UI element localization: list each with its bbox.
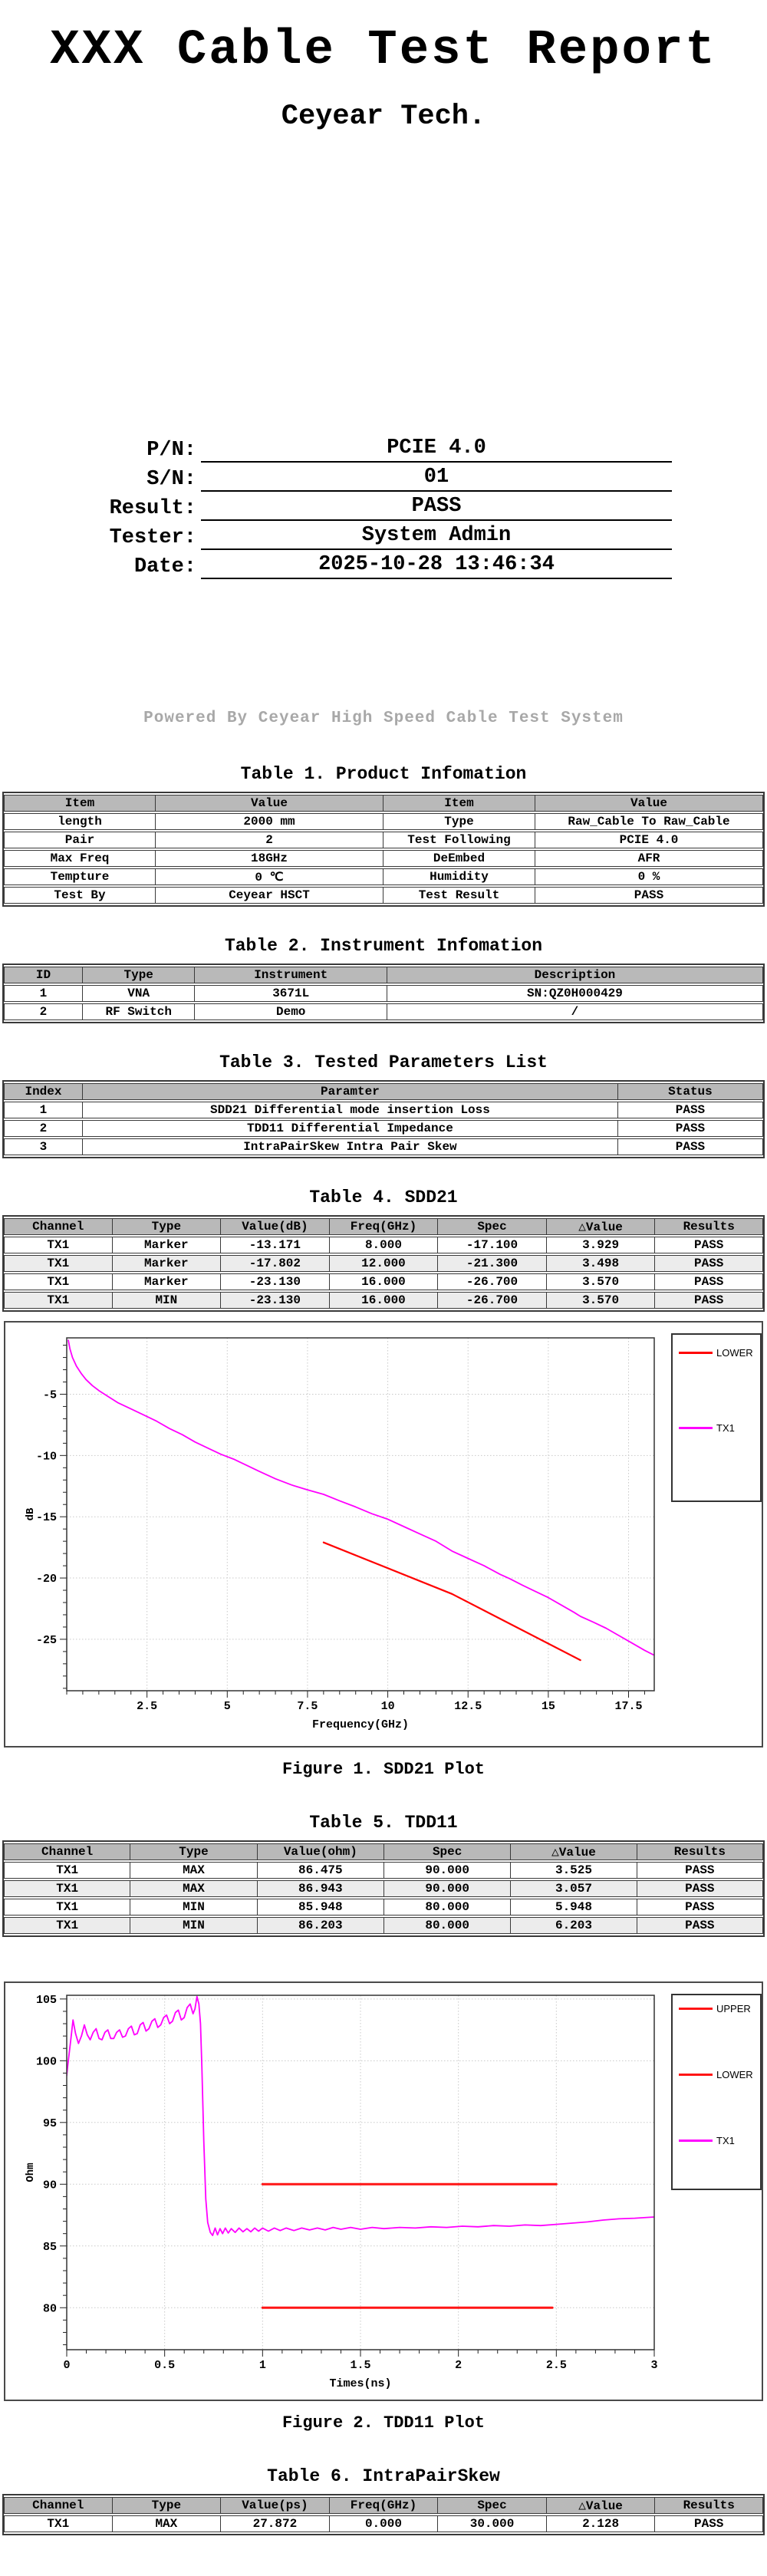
table-cell: Marker bbox=[113, 1237, 222, 1253]
table-row bbox=[4, 813, 763, 830]
column-header: ID bbox=[4, 967, 83, 983]
figure-1-caption: Figure 1. SDD21 Plot bbox=[281, 1759, 486, 1779]
table-cell: TX1 bbox=[4, 1273, 113, 1290]
table-cell: 2.128 bbox=[547, 2515, 656, 2532]
header-row bbox=[4, 1843, 763, 1860]
column-header: Instrument bbox=[195, 967, 387, 983]
table-cell: PASS bbox=[637, 1880, 763, 1897]
table-cell: 86.475 bbox=[258, 1862, 384, 1879]
x-tick-label: 7.5 bbox=[297, 1699, 318, 1713]
table-cell: -26.700 bbox=[438, 1292, 547, 1309]
table-cell: 27.872 bbox=[221, 2515, 330, 2532]
table-cell: 90.000 bbox=[384, 1862, 511, 1879]
y-tick-label: 90 bbox=[42, 2179, 57, 2192]
table-cell: Marker bbox=[113, 1255, 222, 1272]
field-label: Date: bbox=[133, 555, 196, 579]
column-header: Index bbox=[4, 1083, 83, 1100]
header-row bbox=[4, 2497, 763, 2514]
legend-label: LOWER bbox=[716, 2068, 753, 2080]
table-cell: 80.000 bbox=[384, 1899, 511, 1916]
legend-line-sample bbox=[679, 2008, 713, 2010]
column-header: Spec bbox=[438, 1218, 547, 1235]
column-header: Value(ps) bbox=[221, 2497, 330, 2514]
x-tick-label: 1 bbox=[258, 2358, 266, 2372]
sdd21-plot-figure bbox=[4, 1321, 763, 1748]
table-cell: 3.570 bbox=[547, 1292, 656, 1309]
table-cell: 3 bbox=[4, 1138, 83, 1155]
lower-trace bbox=[324, 1542, 581, 1659]
table-cell: Marker bbox=[113, 1273, 222, 1290]
table-cell: 0.000 bbox=[330, 2515, 439, 2532]
y-tick-label: -10 bbox=[35, 1450, 57, 1464]
column-header: Status bbox=[618, 1083, 763, 1100]
column-header: Results bbox=[655, 2497, 763, 2514]
tx1-trace bbox=[68, 1340, 654, 1655]
tdd11-results-table bbox=[2, 1840, 765, 1937]
report-info-fields bbox=[0, 433, 767, 579]
legend-entry-lower bbox=[679, 2069, 753, 2080]
legend-entry-tx1 bbox=[679, 2135, 735, 2146]
field-date bbox=[0, 550, 767, 579]
legend-line-sample bbox=[679, 1352, 713, 1354]
company-subtitle: Ceyear Tech. bbox=[281, 100, 486, 133]
column-header: Freq(GHz) bbox=[330, 2497, 439, 2514]
table-row bbox=[4, 1880, 763, 1897]
table-cell: -23.130 bbox=[221, 1292, 330, 1309]
table-row bbox=[4, 1917, 763, 1934]
x-tick-label: 15 bbox=[541, 1699, 555, 1713]
legend-entry-tx1 bbox=[679, 1422, 735, 1434]
table-3-caption: Table 3. Tested Parameters List bbox=[219, 1052, 548, 1072]
table-cell: TDD11 Differential Impedance bbox=[83, 1120, 618, 1137]
x-tick-label: 2 bbox=[455, 2358, 463, 2372]
table-4-caption: Table 4. SDD21 bbox=[309, 1187, 458, 1207]
y-tick-label: -20 bbox=[35, 1572, 57, 1586]
table-cell: PASS bbox=[655, 1292, 763, 1309]
column-header: △Value bbox=[547, 1218, 656, 1235]
table-row bbox=[4, 1003, 763, 1020]
table-row bbox=[4, 1292, 763, 1309]
x-tick-label: 3 bbox=[650, 2358, 658, 2372]
field-pn bbox=[0, 433, 767, 463]
report-title: XXX Cable Test Report bbox=[50, 23, 717, 78]
table-row bbox=[4, 850, 763, 867]
x-tick-label: 12.5 bbox=[454, 1699, 482, 1713]
table-cell: -23.130 bbox=[221, 1273, 330, 1290]
y-tick-label: 80 bbox=[42, 2302, 57, 2316]
column-header: Value bbox=[156, 795, 384, 812]
table-cell: SDD21 Differential mode insertion Loss bbox=[83, 1102, 618, 1118]
table-cell: 0 ℃ bbox=[156, 868, 384, 885]
header-row bbox=[4, 967, 763, 983]
table-cell: -13.171 bbox=[221, 1237, 330, 1253]
table-row bbox=[4, 832, 763, 848]
table-cell: MIN bbox=[130, 1899, 257, 1916]
column-header: Item bbox=[384, 795, 535, 812]
column-header: Channel bbox=[4, 1218, 113, 1235]
header-row bbox=[4, 1083, 763, 1100]
table-cell: MIN bbox=[130, 1917, 257, 1934]
table-cell: TX1 bbox=[4, 1862, 130, 1879]
x-tick-label: 1.5 bbox=[350, 2358, 371, 2372]
y-tick-label: 105 bbox=[35, 1993, 57, 2007]
field-label: P/N: bbox=[146, 439, 196, 463]
table-row bbox=[4, 887, 763, 904]
header-row bbox=[4, 795, 763, 812]
x-tick-label: 10 bbox=[380, 1699, 395, 1713]
table-cell: 3.929 bbox=[547, 1237, 656, 1253]
legend-label: TX1 bbox=[716, 2134, 735, 2146]
table-cell: length bbox=[4, 813, 156, 830]
table-row bbox=[4, 2515, 763, 2532]
table-cell: PASS bbox=[535, 887, 763, 904]
field-value: 01 bbox=[201, 466, 672, 492]
table-cell: -17.802 bbox=[221, 1255, 330, 1272]
table-row bbox=[4, 1899, 763, 1916]
table-cell: -17.100 bbox=[438, 1237, 547, 1253]
table-cell: Test Result bbox=[384, 887, 535, 904]
legend-entry-lower bbox=[679, 1347, 753, 1359]
table-cell: 86.203 bbox=[258, 1917, 384, 1934]
table-row bbox=[4, 1273, 763, 1290]
table-cell: -26.700 bbox=[438, 1273, 547, 1290]
sdd21-results-table bbox=[2, 1215, 765, 1312]
chart-legend bbox=[671, 1333, 762, 1502]
powered-by-watermark: Powered By Ceyear High Speed Cable Test System bbox=[143, 709, 624, 727]
table-cell: TX1 bbox=[4, 1255, 113, 1272]
table-row bbox=[4, 1237, 763, 1253]
table-cell: PASS bbox=[637, 1917, 763, 1934]
field-value: PCIE 4.0 bbox=[201, 437, 672, 463]
tdd11-plot-figure bbox=[4, 1981, 763, 2401]
chart-legend bbox=[671, 1994, 762, 2190]
table-cell: MAX bbox=[113, 2515, 222, 2532]
table-cell: 90.000 bbox=[384, 1880, 511, 1897]
legend-label: UPPER bbox=[716, 2002, 751, 2014]
column-header: Type bbox=[113, 1218, 222, 1235]
table-5-caption: Table 5. TDD11 bbox=[309, 1812, 458, 1833]
x-axis-title: Frequency(GHz) bbox=[311, 1718, 410, 1731]
product-information-table bbox=[2, 792, 765, 907]
legend-entry-upper bbox=[679, 2003, 751, 2014]
table-cell: Test By bbox=[4, 887, 156, 904]
column-header: Value(dB) bbox=[221, 1218, 330, 1235]
table-cell: IntraPairSkew Intra Pair Skew bbox=[83, 1138, 618, 1155]
column-header: Item bbox=[4, 795, 156, 812]
field-value: System Admin bbox=[201, 525, 672, 550]
table-cell: TX1 bbox=[4, 1237, 113, 1253]
x-tick-label: 5 bbox=[223, 1699, 231, 1713]
table-row bbox=[4, 1138, 763, 1155]
table-2-caption: Table 2. Instrument Infomation bbox=[224, 935, 543, 956]
table-6-caption: Table 6. IntraPairSkew bbox=[267, 2466, 500, 2486]
plot-border bbox=[67, 1338, 654, 1691]
table-cell: AFR bbox=[535, 850, 763, 867]
table-cell: SN:QZ0H000429 bbox=[387, 985, 763, 1002]
table-cell: PASS bbox=[637, 1899, 763, 1916]
column-header: Value(ohm) bbox=[258, 1843, 384, 1860]
table-cell: Ceyear HSCT bbox=[156, 887, 384, 904]
field-tester bbox=[0, 521, 767, 550]
legend-line-sample bbox=[679, 2140, 713, 2142]
table-cell: MAX bbox=[130, 1880, 257, 1897]
column-header: Paramter bbox=[83, 1083, 618, 1100]
table-1-caption: Table 1. Product Infomation bbox=[240, 763, 527, 784]
column-header: Freq(GHz) bbox=[330, 1218, 439, 1235]
table-cell: 30.000 bbox=[438, 2515, 547, 2532]
column-header: Channel bbox=[4, 1843, 130, 1860]
table-cell: PASS bbox=[618, 1102, 763, 1118]
tdd11-chart bbox=[5, 1983, 762, 2400]
table-row bbox=[4, 985, 763, 1002]
table-cell: TX1 bbox=[4, 2515, 113, 2532]
table-cell: 3.057 bbox=[511, 1880, 637, 1897]
table-cell: 85.948 bbox=[258, 1899, 384, 1916]
legend-line-sample bbox=[679, 2074, 713, 2076]
column-header: Type bbox=[130, 1843, 257, 1860]
table-cell: 86.943 bbox=[258, 1880, 384, 1897]
table-cell: Tempture bbox=[4, 868, 156, 885]
table-cell: DeEmbed bbox=[384, 850, 535, 867]
table-cell: 3.570 bbox=[547, 1273, 656, 1290]
y-tick-label: 95 bbox=[42, 2116, 57, 2130]
legend-label: TX1 bbox=[716, 1421, 735, 1434]
table-cell: 3.525 bbox=[511, 1862, 637, 1879]
table-cell: PASS bbox=[637, 1862, 763, 1879]
y-tick-label: -5 bbox=[42, 1388, 57, 1402]
table-cell: 3.498 bbox=[547, 1255, 656, 1272]
table-cell: Type bbox=[384, 813, 535, 830]
column-header: △Value bbox=[511, 1843, 637, 1860]
table-cell: Demo bbox=[195, 1003, 387, 1020]
column-header: Value bbox=[535, 795, 763, 812]
table-cell: 2 bbox=[156, 832, 384, 848]
table-cell: TX1 bbox=[4, 1292, 113, 1309]
table-cell: PASS bbox=[618, 1138, 763, 1155]
table-cell: Test Following bbox=[384, 832, 535, 848]
table-cell: 18GHz bbox=[156, 850, 384, 867]
column-header: Spec bbox=[384, 1843, 511, 1860]
table-cell: 16.000 bbox=[330, 1292, 439, 1309]
sdd21-chart bbox=[5, 1323, 762, 1746]
x-tick-label: 0.5 bbox=[154, 2358, 176, 2372]
field-sn bbox=[0, 463, 767, 492]
table-cell: 12.000 bbox=[330, 1255, 439, 1272]
table-cell: 2 bbox=[4, 1003, 83, 1020]
legend-line-sample bbox=[679, 1427, 713, 1429]
y-axis-title: dB bbox=[25, 1507, 37, 1521]
table-cell: 2000 mm bbox=[156, 813, 384, 830]
y-tick-label: 85 bbox=[42, 2240, 57, 2254]
table-cell: Max Freq bbox=[4, 850, 156, 867]
table-cell: -21.300 bbox=[438, 1255, 547, 1272]
table-row bbox=[4, 1255, 763, 1272]
table-cell: 1 bbox=[4, 1102, 83, 1118]
header-row bbox=[4, 1218, 763, 1235]
table-row bbox=[4, 1862, 763, 1879]
instrument-information-table bbox=[2, 964, 765, 1023]
table-cell: VNA bbox=[83, 985, 196, 1002]
table-cell: 80.000 bbox=[384, 1917, 511, 1934]
table-cell: PASS bbox=[655, 1237, 763, 1253]
y-tick-label: -15 bbox=[35, 1510, 57, 1524]
column-header: Type bbox=[113, 2497, 222, 2514]
table-cell: TX1 bbox=[4, 1917, 130, 1934]
table-cell: PCIE 4.0 bbox=[535, 832, 763, 848]
column-header: Channel bbox=[4, 2497, 113, 2514]
field-label: Result: bbox=[109, 497, 196, 521]
table-cell: Pair bbox=[4, 832, 156, 848]
x-tick-label: 2.5 bbox=[137, 1699, 158, 1713]
x-tick-label: 2.5 bbox=[545, 2358, 567, 2372]
table-cell: PASS bbox=[618, 1120, 763, 1137]
table-cell: / bbox=[387, 1003, 763, 1020]
table-row bbox=[4, 1120, 763, 1137]
column-header: Spec bbox=[438, 2497, 547, 2514]
field-label: S/N: bbox=[146, 468, 196, 492]
x-axis-title: Times(ns) bbox=[329, 2377, 392, 2390]
field-label: Tester: bbox=[109, 526, 196, 550]
intrapairskew-results-table bbox=[2, 2494, 765, 2535]
table-cell: 2 bbox=[4, 1120, 83, 1137]
table-cell: 0 % bbox=[535, 868, 763, 885]
table-cell: 5.948 bbox=[511, 1899, 637, 1916]
x-tick-label: 17.5 bbox=[614, 1699, 643, 1713]
table-cell: 3671L bbox=[195, 985, 387, 1002]
column-header: Type bbox=[83, 967, 196, 983]
table-cell: 16.000 bbox=[330, 1273, 439, 1290]
table-cell: Raw_Cable To Raw_Cable bbox=[535, 813, 763, 830]
y-tick-label: -25 bbox=[35, 1633, 57, 1647]
column-header: Results bbox=[655, 1218, 763, 1235]
field-value: 2025-10-28 13:46:34 bbox=[201, 554, 672, 579]
table-row bbox=[4, 868, 763, 885]
column-header: △Value bbox=[547, 2497, 656, 2514]
figure-2-caption: Figure 2. TDD11 Plot bbox=[281, 2413, 486, 2433]
column-header: Description bbox=[387, 967, 763, 983]
table-cell: PASS bbox=[655, 1255, 763, 1272]
x-tick-label: 0 bbox=[63, 2358, 71, 2372]
column-header: Results bbox=[637, 1843, 763, 1860]
legend-label: LOWER bbox=[716, 1346, 753, 1359]
table-cell: Humidity bbox=[384, 868, 535, 885]
table-cell: TX1 bbox=[4, 1899, 130, 1916]
field-value: PASS bbox=[201, 496, 672, 521]
table-cell: RF Switch bbox=[83, 1003, 196, 1020]
field-result bbox=[0, 492, 767, 521]
tested-parameters-table bbox=[2, 1080, 765, 1158]
table-row bbox=[4, 1102, 763, 1118]
table-cell: TX1 bbox=[4, 1880, 130, 1897]
table-cell: MAX bbox=[130, 1862, 257, 1879]
table-cell: MIN bbox=[113, 1292, 222, 1309]
table-cell: 8.000 bbox=[330, 1237, 439, 1253]
table-cell: 1 bbox=[4, 985, 83, 1002]
table-cell: PASS bbox=[655, 2515, 763, 2532]
y-axis-title: Ohm bbox=[25, 2163, 37, 2182]
table-cell: 6.203 bbox=[511, 1917, 637, 1934]
table-cell: PASS bbox=[655, 1273, 763, 1290]
y-tick-label: 100 bbox=[35, 2055, 57, 2069]
